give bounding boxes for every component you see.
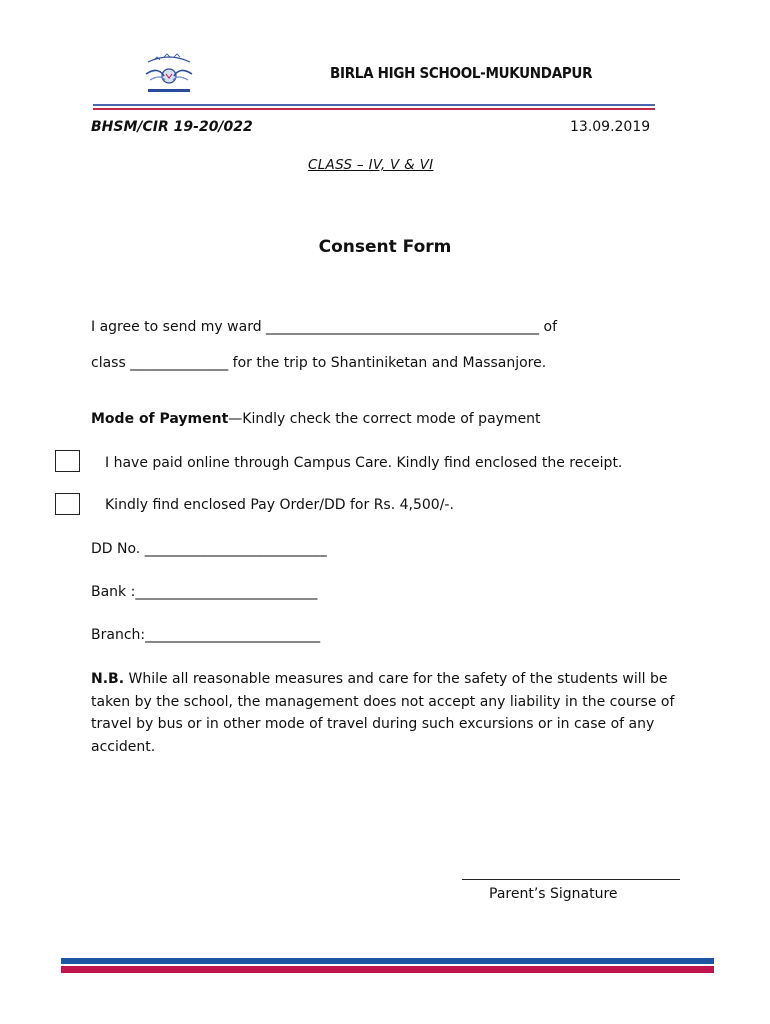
ward-name-blank[interactable]: _______________________________________ (266, 319, 540, 335)
school-crest-icon (140, 52, 198, 98)
class-line-start: class (91, 355, 126, 371)
class-blank[interactable]: ______________ (130, 355, 229, 371)
footer-rule-red (61, 966, 714, 973)
class-heading: CLASS – IV, V & VI (308, 157, 434, 173)
circular-reference: BHSM/CIR 19-20/022 (91, 119, 253, 135)
nb-text: While all reasonable measures and care for the safety of the students will be taken by the school, the management does not accept any liability in the course of travel by bus or in other mode of travel during such excursions or in case of any accident. (91, 671, 675, 755)
payment-mode-text: —Kindly check the correct mode of payment (228, 411, 541, 427)
header-rule-blue (93, 104, 655, 106)
footer-rule-blue (61, 958, 714, 964)
class-line-end: for the trip to Shantiniketan and Massanjore. (232, 355, 547, 371)
ward-line (91, 319, 557, 335)
bank-field[interactable]: Bank :__________________________ (91, 584, 318, 600)
circular-date: 13.09.2019 (570, 119, 651, 135)
signature-label: Parent’s Signature (489, 886, 618, 902)
dd-payment-checkbox[interactable] (55, 493, 80, 515)
school-name: BIRLA HIGH SCHOOL-MUKUNDAPUR (330, 64, 593, 82)
nb-label: N.B. (91, 671, 125, 687)
ward-line-start: I agree to send my ward (91, 319, 262, 335)
class-line (91, 355, 546, 371)
online-payment-option: I have paid online through Campus Care. Kindly find enclosed the receipt. (105, 455, 623, 471)
payment-mode-label: Mode of Payment (91, 411, 229, 427)
header-rule-red (93, 108, 655, 110)
form-title: Consent Form (318, 237, 452, 257)
dd-number-field[interactable]: DD No. __________________________ (91, 541, 327, 557)
signature-line[interactable] (462, 879, 680, 880)
ward-line-end: of (543, 319, 557, 335)
payment-mode-line (91, 411, 541, 427)
nb-paragraph (91, 668, 691, 758)
dd-payment-option: Kindly find enclosed Pay Order/DD for Rs. 4,500/-. (105, 497, 454, 513)
branch-field[interactable]: Branch:_________________________ (91, 627, 321, 643)
online-payment-checkbox[interactable] (55, 450, 80, 472)
